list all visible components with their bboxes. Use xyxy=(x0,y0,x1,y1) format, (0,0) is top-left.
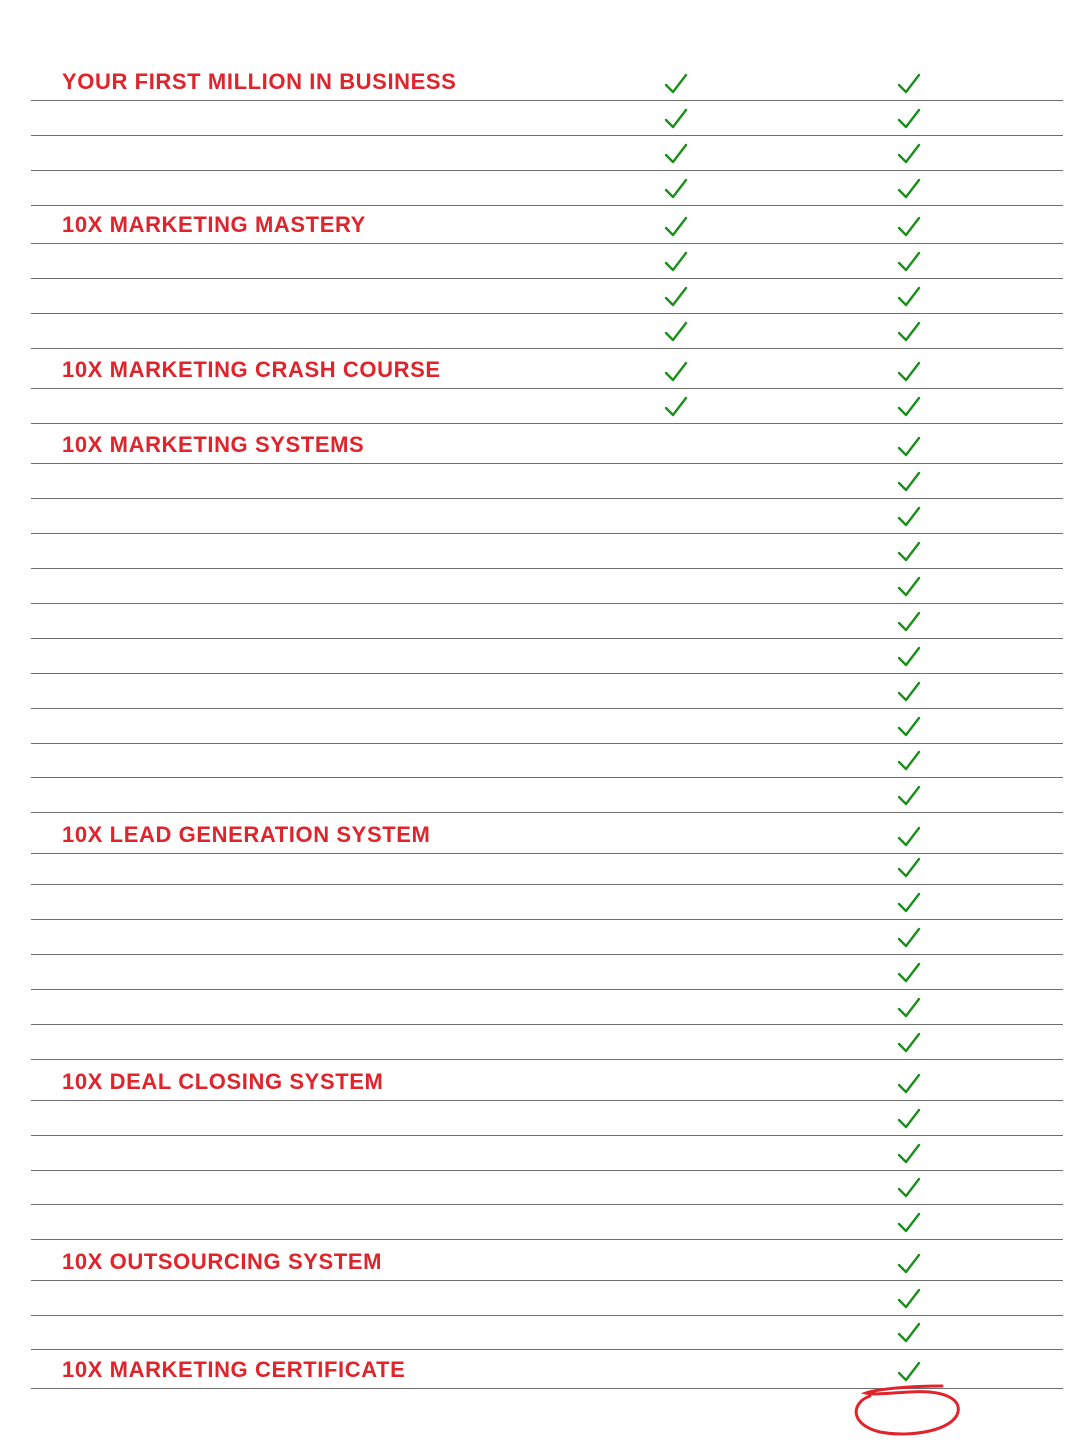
checkmark-icon xyxy=(897,1143,921,1165)
checkmark-icon xyxy=(664,251,688,273)
checkmark-icon xyxy=(897,1032,921,1054)
hand-drawn-circle xyxy=(850,1380,962,1438)
table-row xyxy=(0,1060,1088,1101)
table-row xyxy=(0,1101,1088,1136)
checkmark-icon xyxy=(664,286,688,308)
table-row xyxy=(0,813,1088,854)
table-row xyxy=(0,534,1088,569)
checkmark-icon xyxy=(897,216,921,238)
table-row xyxy=(0,499,1088,534)
checkmark-icon xyxy=(897,1288,921,1310)
section-heading: YOUR FIRST MILLION IN BUSINESS xyxy=(62,69,457,94)
table-row xyxy=(0,854,1088,885)
checkmark-icon xyxy=(897,857,921,879)
checkmark-icon xyxy=(897,73,921,95)
table-row xyxy=(0,1316,1088,1350)
table-row xyxy=(0,604,1088,639)
section-heading: 10X OUTSOURCING SYSTEM xyxy=(62,1249,383,1274)
table-row xyxy=(0,206,1088,244)
checkmark-icon xyxy=(897,576,921,598)
checkmark-icon xyxy=(897,321,921,343)
checkmark-icon xyxy=(897,611,921,633)
checkmark-icon xyxy=(897,716,921,738)
checkmark-icon xyxy=(897,962,921,984)
section-heading: 10X DEAL CLOSING SYSTEM xyxy=(62,1069,384,1094)
table-row xyxy=(0,464,1088,499)
checkmark-icon xyxy=(897,646,921,668)
table-row xyxy=(0,349,1088,389)
table-row xyxy=(0,424,1088,464)
table-row xyxy=(0,744,1088,778)
checkmark-icon xyxy=(897,1253,921,1275)
table-row xyxy=(0,709,1088,744)
table-row xyxy=(0,990,1088,1025)
checkmark-icon xyxy=(897,1073,921,1095)
checkmark-icon xyxy=(664,361,688,383)
checkmark-icon xyxy=(897,178,921,200)
checkmark-icon xyxy=(897,541,921,563)
checkmark-icon xyxy=(897,1177,921,1199)
checkmark-icon xyxy=(897,361,921,383)
table-row xyxy=(0,639,1088,674)
checkmark-icon xyxy=(897,143,921,165)
checkmark-icon xyxy=(897,396,921,418)
table-row xyxy=(0,1136,1088,1171)
table-row xyxy=(0,885,1088,920)
table-row xyxy=(0,389,1088,424)
checkmark-icon xyxy=(897,750,921,772)
checkmark-icon xyxy=(897,1322,921,1344)
table-row xyxy=(0,920,1088,955)
section-heading: 10X MARKETING CERTIFICATE xyxy=(62,1357,406,1382)
checkmark-icon xyxy=(664,321,688,343)
section-heading: 10X MARKETING SYSTEMS xyxy=(62,432,365,457)
table-row xyxy=(0,569,1088,604)
table-row xyxy=(0,1281,1088,1316)
table-row xyxy=(0,1025,1088,1060)
checkmark-icon xyxy=(664,178,688,200)
table-row xyxy=(0,1205,1088,1240)
table-row xyxy=(0,171,1088,206)
checkmark-icon xyxy=(664,396,688,418)
checkmark-icon xyxy=(897,108,921,130)
checkmark-icon xyxy=(897,997,921,1019)
checkmark-icon xyxy=(897,471,921,493)
checkmark-icon xyxy=(664,108,688,130)
section-heading: 10X LEAD GENERATION SYSTEM xyxy=(62,822,431,847)
checkmark-icon xyxy=(897,892,921,914)
checkmark-icon xyxy=(664,143,688,165)
checkmark-icon xyxy=(897,785,921,807)
table-row xyxy=(0,1240,1088,1281)
table-row xyxy=(0,66,1088,101)
checkmark-icon xyxy=(897,826,921,848)
checkmark-icon xyxy=(897,251,921,273)
table-row xyxy=(0,279,1088,314)
table-row xyxy=(0,1171,1088,1205)
checkmark-icon xyxy=(664,73,688,95)
checkmark-icon xyxy=(897,286,921,308)
table-row xyxy=(0,244,1088,279)
table-row xyxy=(0,101,1088,136)
checkmark-icon xyxy=(897,436,921,458)
section-heading: 10X MARKETING CRASH COURSE xyxy=(62,357,441,382)
table-row xyxy=(0,314,1088,349)
table-row xyxy=(0,136,1088,171)
section-heading: 10X MARKETING MASTERY xyxy=(62,212,366,237)
checkmark-icon xyxy=(897,1108,921,1130)
table-row xyxy=(0,674,1088,709)
checkmark-icon xyxy=(897,681,921,703)
checkmark-icon xyxy=(897,927,921,949)
checkmark-icon xyxy=(664,216,688,238)
table-row xyxy=(0,955,1088,990)
checkmark-icon xyxy=(897,506,921,528)
checkmark-icon xyxy=(897,1212,921,1234)
table-row xyxy=(0,778,1088,813)
